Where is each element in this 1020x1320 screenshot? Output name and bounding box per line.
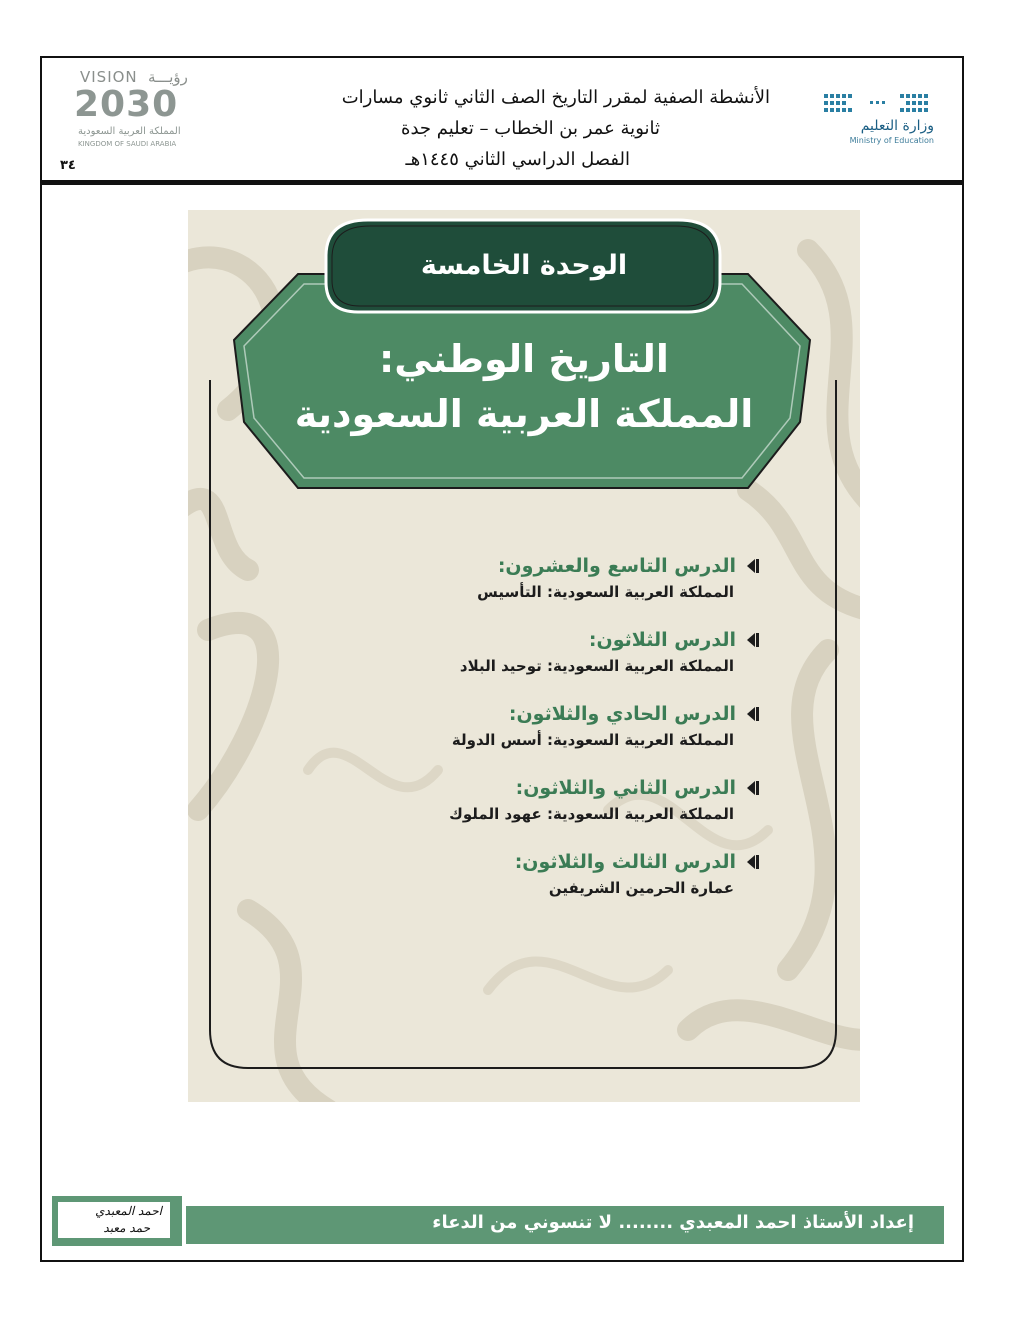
ministry-english: Ministry of Education <box>849 136 934 145</box>
vision-label: VISION <box>80 68 138 86</box>
lesson-title: الدرس التاسع والعشرون: <box>497 555 736 577</box>
ministry-dots-icon <box>820 92 938 116</box>
header-title <box>210 82 770 175</box>
lesson-subtitle: المملكة العربية السعودية: التأسيس <box>477 583 734 601</box>
signature-line-2: حمد معبد <box>103 1221 150 1235</box>
list-item <box>350 703 760 749</box>
lesson-subtitle: المملكة العربية السعودية: أسس الدولة <box>451 731 734 749</box>
vision-2030-logo <box>70 68 200 154</box>
triangle-bullet-icon <box>746 631 760 649</box>
vision-number: 2030 <box>74 84 179 125</box>
lesson-title: الدرس الثاني والثلاثون: <box>515 777 736 799</box>
cover-title-line-1: التاريخ الوطني: <box>379 337 669 381</box>
header-line-2: ثانوية عمر بن الخطاب – تعليم جدة <box>401 118 660 139</box>
vision-english: KINGDOM OF SAUDI ARABIA <box>78 140 177 148</box>
signature-line-1: احمد المعبدي <box>95 1204 162 1218</box>
list-item <box>350 555 760 601</box>
cover-title-line-2: المملكة العربية السعودية <box>294 392 754 436</box>
list-item <box>350 629 760 675</box>
triangle-bullet-icon <box>746 557 760 575</box>
lesson-subtitle: عمارة الحرمين الشريفين <box>548 879 734 897</box>
list-item <box>350 851 760 897</box>
footer-text: إعداد الأستاذ احمد المعبدي ........ لا تنسوني من الدعاء <box>432 1212 914 1233</box>
vision-label-ar: رؤيـــة <box>148 68 188 86</box>
triangle-bullet-icon <box>746 853 760 871</box>
triangle-bullet-icon <box>746 705 760 723</box>
header-line-3: الفصل الدراسي الثاني ١٤٤٥هـ <box>405 149 630 170</box>
header-divider <box>40 180 964 185</box>
signature-box <box>52 1196 182 1246</box>
ministry-logo <box>820 92 938 148</box>
lesson-subtitle: المملكة العربية السعودية: عهود الملوك <box>449 805 734 823</box>
lesson-title: الدرس الحادي والثلاثون: <box>508 703 736 725</box>
ministry-arabic: وزارة التعليم <box>860 118 934 134</box>
footer-bar <box>186 1206 944 1244</box>
vision-arabic: المملكة العربية السعودية <box>78 126 181 137</box>
signature-image <box>58 1202 170 1238</box>
unit-title: الوحدة الخامسة <box>420 250 628 281</box>
lesson-subtitle: المملكة العربية السعودية: توحيد البلاد <box>459 657 734 675</box>
page-number: ٣٤ <box>60 158 76 173</box>
list-item <box>350 777 760 823</box>
header-line-1: الأنشطة الصفية لمقرر التاريخ الصف الثاني ثانوي مسارات <box>341 87 770 108</box>
lesson-title: الدرس الثالث والثلاثون: <box>514 851 736 873</box>
triangle-bullet-icon <box>746 779 760 797</box>
lesson-title: الدرس الثلاثون: <box>588 629 736 651</box>
lesson-list <box>350 555 760 925</box>
